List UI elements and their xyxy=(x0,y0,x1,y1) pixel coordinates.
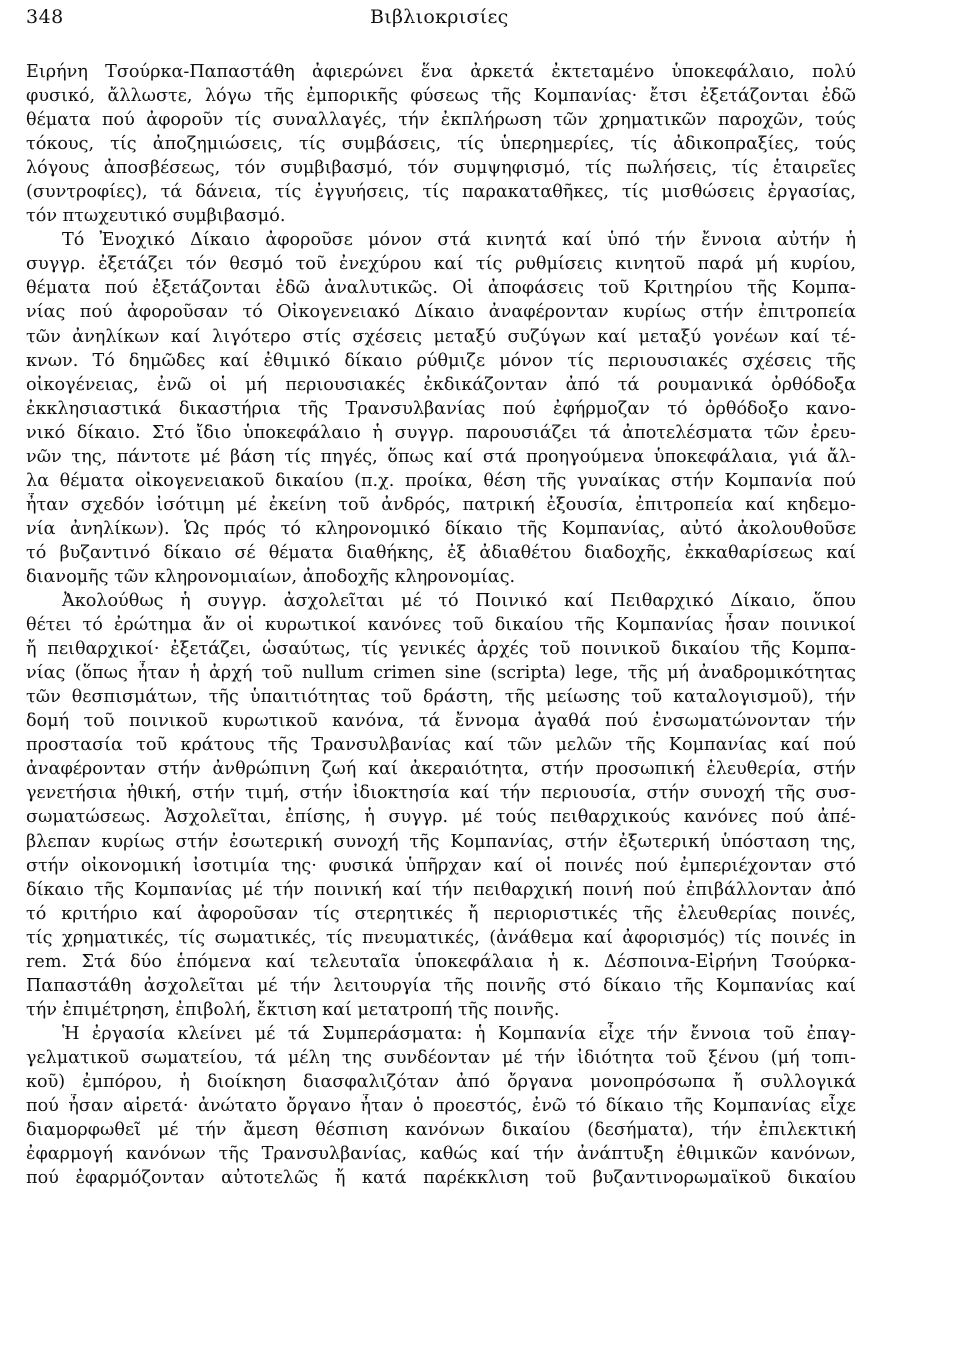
text-line: τό βυζαντινό δίκαιο σέ θέματα διαθήκης, ἐξ ἀδιαθέτου διαδοχῆς, ἐκκαθαρίσεως καί xyxy=(26,542,856,563)
text-line: διανομῆς τῶν κληρονομιαίων, ἀποδοχῆς κληρονομίας. xyxy=(26,566,516,587)
text-line: διαμορφωθεῖ μέ τήν ἄμεση θέσπιση κανόνων δικαίου (δεσήματα), τήν ἐπιλεκτική xyxy=(26,1120,856,1141)
text-line: λόγους ἀποσβέσεως, τόν συμβιβασμό, τόν συμψηφισμό, τίς πωλήσεις, τίς ἑταιρεῖες xyxy=(26,158,856,179)
text-line: νικό δίκαιο. Στό ἴδιο ὑποκεφάλαιο ἡ συγγρ. παρουσιάζει τά ἀποτελέσματα τῶν ἐρευ- xyxy=(26,422,856,443)
text-line: τήν ἐπιμέτρηση, ἐπιβολή, ἔκτιση καί μετατροπή τῆς ποινῆς. xyxy=(26,999,560,1020)
text-line: τῶν ἀνηλίκων καί λιγότερο στίς σχέσεις μεταξύ συζύγων καί μεταξύ γονέων καί τέ- xyxy=(26,326,856,347)
text-line: λα θέματα οἰκογενειακοῦ δικαίου (π.χ. προίκα, θέση τῆς γυναίκας στήν Κομπανία πού xyxy=(26,470,856,491)
text-line: τόκους, τίς ἀποζημιώσεις, τίς συμβάσεις, τίς ὑπερημερίες, τίς ἀδικοπραξίες, τούς xyxy=(26,134,856,155)
text-line: πού ἦσαν αἱρετά· ἀνώτατο ὄργανο ἦταν ὁ προεστός, ἐνῶ τό δίκαιο τῆς Κομπανίας εἶχε xyxy=(26,1096,856,1117)
text-line: Ἡ ἐργασία κλείνει μέ τά Συμπεράσματα: ἡ Κομπανία εἶχε τήν ἔννοια τοῦ ἐπαγ- xyxy=(62,1023,856,1044)
text-line: νίας πού ἀφοροῦσαν τό Οἰκογενειακό Δίκαιο ἀναφέρονταν κυρίως στήν ἐπιτροπεία xyxy=(26,302,856,323)
text-line: προστασία τοῦ κράτους τῆς Τρανσυλβανίας καί τῶν μελῶν τῆς Κομπανίας καί πού xyxy=(26,735,856,756)
text-line: σωματώσεως. Ἀσχολεῖται, ἐπίσης, ἡ συγγρ. μέ τούς πειθαρχικούς κανόνες πού ἀπέ- xyxy=(26,807,856,828)
running-head: Βιβλιοκρισίες xyxy=(370,6,509,28)
text-line: Ειρήνη Τσούρκα-Παπαστάθη ἀφιερώνει ἕνα ἀρκετά ἐκτεταμένο ὑποκεφάλαιο, πολύ xyxy=(26,62,856,82)
text-line: βλεπαν κυρίως στήν ἐσωτερική συνοχή τῆς Κομπανίας, στήν ἐξωτερική ὑπόσταση της, xyxy=(26,831,856,852)
text-line: συγγρ. ἐξετάζει τόν θεσμό τοῦ ἐνεχύρου καί τίς ρυθμίσεις κινητοῦ παρά μή κυρίου, xyxy=(26,254,856,275)
text-line: πού ἐφαρμόζονταν αὐτοτελῶς ἤ κατά παρέκκλιση τοῦ βυζαντινορωμαϊκοῦ δικαίου xyxy=(26,1168,856,1189)
text-line: ἐφαρμογή κανόνων τῆς Τρανσυλβανίας, καθώς καί τήν ἀνάπτυξη ἐθιμικῶν κανόνων, xyxy=(26,1144,856,1165)
text-line: (συντροφίες), τά δάνεια, τίς ἐγγυήσεις, τίς παρακαταθῆκες, τίς μισθώσεις ἐργασίας, xyxy=(26,182,856,203)
text-line: ἦταν σχεδόν ἰσότιμη μέ ἐκείνη τοῦ ἀνδρός, πατρική ἐξουσία, ἐπιτροπεία καί κηδεμο- xyxy=(26,494,856,515)
body-text xyxy=(26,60,856,1190)
text-line: Τό Ἐνοχικό Δίκαιο ἀφοροῦσε μόνον στά κινητά καί ὑπό τήν ἔννοια αὐτήν ἡ xyxy=(62,230,856,251)
page-number: 348 xyxy=(26,6,64,28)
text-line: θέματα πού ἀφοροῦν τίς συναλλαγές, τήν ἐκπλήρωση τῶν χρηματικῶν παροχῶν, τούς xyxy=(26,110,856,131)
text-line: τῶν θεσπισμάτων, τῆς ὑπαιτιότητας τοῦ δράστη, τῆς μείωσης τοῦ καταλογισμοῦ), τήν xyxy=(26,687,856,708)
text-line: κοῦ) ἐμπόρου, ἡ διοίκηση διασφαλιζόταν ἀπό ὄργανα μονοπρόσωπα ἤ συλλογικά xyxy=(26,1071,856,1092)
text-line: στήν οἰκονομική ἰσοτιμία της· φυσικά ὑπῆρχαν καί οἱ ποινές πού ἐμπεριέχονταν στό xyxy=(26,855,856,876)
text-line: οἰκογένειας, ἐνῶ οἱ μή περιουσιακές ἐκδικάζονταν ἀπό τά ρουμανικά ὀρθόδοξα xyxy=(26,374,856,395)
text-line: τίς χρηματικές, τίς σωματικές, τίς πνευματικές, (ἀνάθεμα καί ἀφορισμός) τίς ποινές in xyxy=(26,927,856,948)
text-line: δίκαιο τῆς Κομπανίας μέ τήν ποινική καί τήν πειθαρχική ποινή πού ἐπιβάλλονταν ἀπό xyxy=(26,879,856,900)
page-header xyxy=(26,6,930,36)
text-line: θέματα πού ἐξετάζονται ἐδῶ ἀναλυτικῶς. Οἱ ἀποφάσεις τοῦ Κριτηρίου τῆς Κομπα- xyxy=(26,278,856,299)
text-line: νίας (ὅπως ἦταν ἡ ἀρχή τοῦ nullum crimen sine (scripta) lege, τῆς μή ἀναδρομικότητας xyxy=(26,663,856,684)
text-line: κνων. Τό δημῶδες καί ἐθιμικό δίκαιο ρύθμιζε μόνον τίς περιουσιακές σχέσεις τῆς xyxy=(26,350,856,371)
text-line: ἐκκλησιαστικά δικαστήρια τῆς Τρανσυλβανίας πού ἐφήρμοζαν τό ὀρθόδοξο κανο- xyxy=(26,398,856,419)
text-line: τόν πτωχευτικό συμβιβασμό. xyxy=(26,206,286,227)
text-line: Ἀκολούθως ἡ συγγρ. ἀσχολεῖται μέ τό Ποινικό καί Πειθαρχικό Δίκαιο, ὅπου xyxy=(62,591,856,612)
text-line: δομή τοῦ ποινικοῦ κυρωτικοῦ κανόνα, τά ἔννομα ἀγαθά πού ἐνσωματώνονταν τήν xyxy=(26,711,856,732)
text-line: τό κριτήριο καί ἀφοροῦσαν τίς στερητικές ἤ περιοριστικές τῆς ἐλευθερίας ποινές, xyxy=(26,903,856,924)
text-line: γελματικοῦ σωματείου, τά μέλη της συνδέονταν μέ τήν ἰδιότητα τοῦ ξένου (μή τοπι- xyxy=(26,1047,856,1068)
text-line: ἀναφέρονταν στήν ἀνθρώπινη ζωή καί ἀκεραιότητα, στήν προσωπική ἐλευθερία, στήν xyxy=(26,759,856,780)
text-line: νῶν της, πάντοτε μέ βάση τίς πηγές, ὅπως καί στά προηγούμενα ὑποκεφάλαια, γιά ἄλ- xyxy=(26,446,856,467)
text-line: rem. Στά δύο ἑπόμενα καί τελευταῖα ὑποκεφάλαια ἡ κ. Δέσποινα-Εἰρήνη Τσούρκα- xyxy=(26,951,856,972)
text-line: θέτει τό ἐρώτημα ἄν οἱ κυρωτικοί κανόνες τοῦ δικαίου τῆς Κομπανίας ἦσαν ποινικοί xyxy=(26,615,856,636)
text-line: Παπαστάθη ἀσχολεῖται μέ τήν λειτουργία τῆς ποινῆς στό δίκαιο τῆς Κομπανίας καί xyxy=(26,975,856,996)
text-line: νία ἀνηλίκων). Ὡς πρός τό κληρονομικό δίκαιο τῆς Κομπανίας, αὐτό ἀκολουθοῦσε xyxy=(26,518,856,539)
text-line: ἤ πειθαρχικοί· ἐξετάζει, ὡσαύτως, τίς γενικές ἀρχές τοῦ ποινικοῦ δικαίου τῆς Κομπα- xyxy=(26,639,856,660)
text-line: φυσικό, ἄλλωστε, λόγω τῆς ἐμπορικῆς φύσεως τῆς Κομπανίας· ἔτσι ἐξετάζονται ἐδῶ xyxy=(26,86,856,107)
text-line: γενετήσια ἠθική, στήν τιμή, στήν ἰδιοκτησία καί τήν περιουσία, στήν συνοχή τῆς συσ- xyxy=(26,783,856,804)
